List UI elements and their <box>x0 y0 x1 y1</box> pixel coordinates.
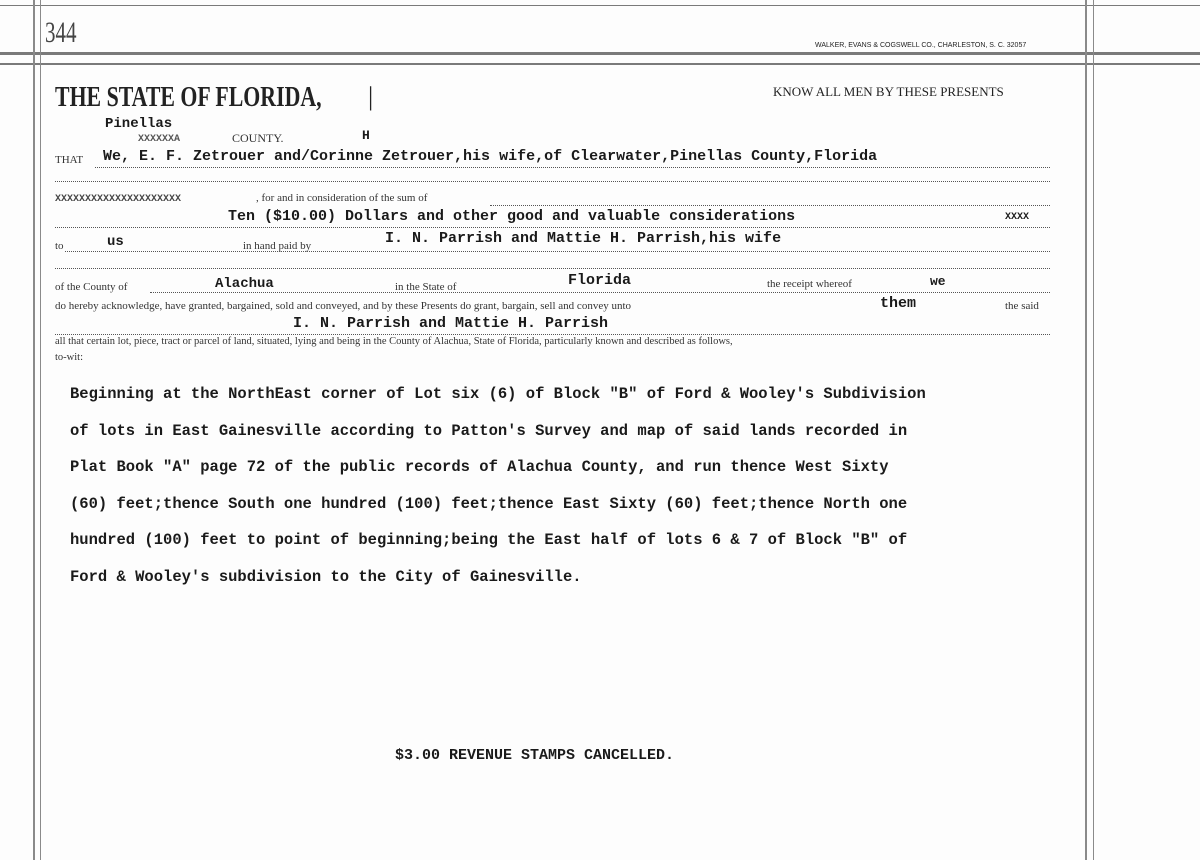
header-rule-lower <box>0 63 1200 65</box>
sum-struck: XXXX <box>1005 212 1030 223</box>
acknowledge-text: do hereby acknowledge, have granted, bargained, sold and conveyed, and by these Presents do grant, bargain, sell and convey unto <box>55 300 632 312</box>
sum-line <box>55 227 1050 228</box>
county-struck: XXXXXXA <box>138 134 181 145</box>
receipt-value: we <box>930 274 946 289</box>
state-of-label: in the State of <box>395 281 457 293</box>
page-number: 344 <box>45 16 77 49</box>
description-line: Plat Book "A" page 72 of the public records of Alachua County, and run thence West Sixty <box>70 458 889 476</box>
grantees: I. N. Parrish and Mattie H. Parrish,his wife <box>385 230 782 247</box>
the-said-label: the said <box>1005 300 1039 312</box>
left-margin-line-inner <box>40 0 41 860</box>
grantors-line <box>95 167 1050 168</box>
said-value: I. N. Parrish and Mattie H. Parrish <box>293 315 609 332</box>
description-line: of lots in East Gainesville according to Patton's Survey and map of said lands recorded in <box>70 421 908 440</box>
blank-line-2 <box>55 268 1050 269</box>
county-name: Pinellas <box>105 116 173 132</box>
all-that-text: all that certain lot, piece, tract or parcel of land, situated, lying and being in the County of Alachua, State of Florida, particularly known and described as follows, <box>55 336 733 347</box>
description-line: (60) feet;thence South one hundred (100) feet;thence East Sixty (60) feet;thence North one <box>70 494 908 513</box>
stamps-note: $3.00 REVENUE STAMPS CANCELLED. <box>395 747 675 764</box>
blank-line <box>55 181 1050 182</box>
header-rule <box>0 52 1200 55</box>
know-all-men: KNOW ALL MEN BY THESE PRESENTS <box>773 84 1004 99</box>
county-of-value: Alachua <box>215 276 274 292</box>
to-value: us <box>107 234 124 250</box>
left-margin-line <box>33 0 35 860</box>
convey-value: them <box>880 295 917 312</box>
county-line <box>150 292 1050 293</box>
consideration-line <box>490 205 1050 206</box>
grantees-line <box>65 251 1050 252</box>
sum: Ten ($10.00) Dollars and other good and valuable considerations <box>228 208 796 225</box>
description-line: Beginning at the NorthEast corner of Lot six (6) of Block "B" of Ford & Wooley's Subdivision <box>70 385 926 403</box>
grantors: We, E. F. Zetrouer and/Corinne Zetrouer,his wife,of Clearwater,Pinellas County,Florida <box>103 148 878 165</box>
paid-by-label: in hand paid by <box>243 240 312 252</box>
state-of-value: Florida <box>568 272 632 289</box>
said-line <box>55 334 1050 335</box>
description-line: Ford & Wooley's subdivision to the City of Gainesville. <box>70 567 582 586</box>
struck-line: XXXXXXXXXXXXXXXXXXXXX <box>55 194 182 205</box>
county-label: COUNTY. <box>232 131 284 145</box>
right-margin-line <box>1085 0 1087 860</box>
printer-imprint: WALKER, EVANS & COGSWELL CO., CHARLESTON, S. C. 32057 <box>815 42 1027 49</box>
insert-h: H <box>362 128 370 143</box>
brace: | <box>368 82 374 111</box>
to-wit: to-wit: <box>55 352 83 363</box>
top-rule <box>0 5 1200 6</box>
county-of-label: of the County of <box>55 281 128 293</box>
receipt-label: the receipt whereof <box>767 278 852 290</box>
to-label: to <box>55 240 64 252</box>
property-description <box>70 376 1060 595</box>
that-label: THAT <box>55 154 84 166</box>
document-heading: THE STATE OF FLORIDA, <box>55 82 322 113</box>
consideration-label: , for and in consideration of the sum of <box>256 192 428 204</box>
right-margin-line-inner <box>1093 0 1094 860</box>
description-line: hundred (100) feet to point of beginning;being the East half of lots 6 & 7 of Block "B" of <box>70 531 908 549</box>
